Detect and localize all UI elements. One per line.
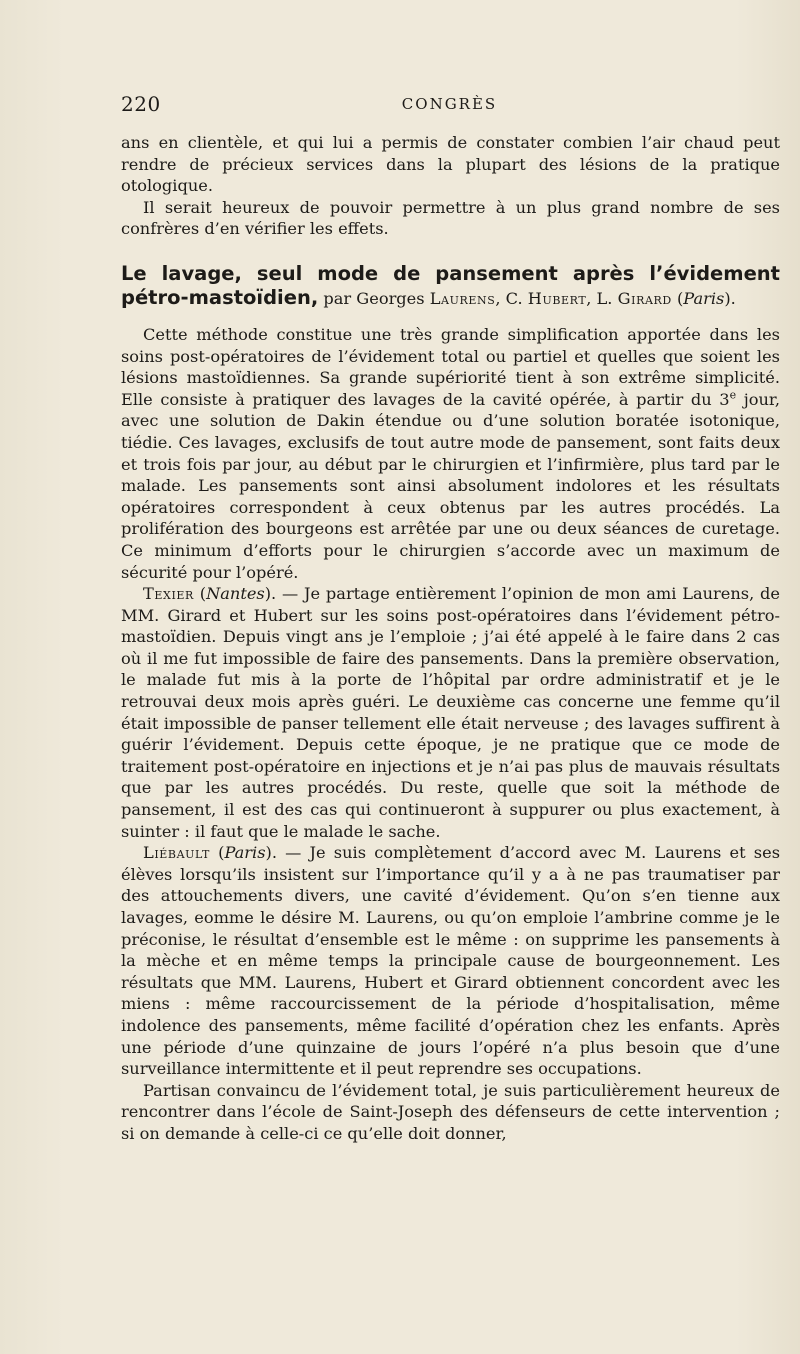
superscript-e: e: [729, 388, 737, 402]
section-authors: par Georges Laurens, C. Hubert, L. Girard (Paris).: [318, 288, 736, 308]
liebault-paragraph: Liébault (Paris). — Je suis complètement d’accord avec M. Laurens et ses élèves lorsqu’ils insistent sur l’importance qu’il y a à ne pas traumatiser par des attouchements divers, une cavité d’évidement. Qu’on s’en tienne aux lavages, eomme le désire M. Laurens, ou qu’on emploie l’ambrine comme je le préconise, le résultat d’ensemble est le même : on supprime les pansements à la mèche et en même temps la principale cause de bourgeonnement. Les résultats que MM. Laurens, Hubert et Girard obtiennent concordent avec les miens : même raccourcissement de la période d’hospitalisation, même indolence des pansements, même facilité d’opération chez les enfants. Après une période d’une quinzaine de jours l’opéré n’a plus besoin que d’une surveillance intermittente et il peut reprendre ses occupations.: [121, 843, 781, 1079]
speaker-city-paris: Paris: [224, 843, 266, 863]
texier-paragraph: Texier (Nantes). — Je partage entièrement l’opinion de mon ami Laurens, de MM. Girard et Hubert sur les soins post-opératoires dans l’évidement pétro-mastoïdien. Depuis vingt ans je l’emploie ; j’ai été appelé à le faire dans 2 cas où il me fut impossible de faire des pansements. Dans la première observation, le malade fut mis à la porte de l’hôpital par ordre administratif et je le retrouvai deux mois après guéri. Le deuxième cas concerne une femme qu’il était impossible de panser tellement elle était nerveuse ; des lavages suffirent à guérir l’évidement. Depuis cette époque, je ne pratique que ce mode de traitement post-opératoire en injections et je n’ai pas plus de mauvais résultats que par les autres procédés. Du reste, quelle que soit la méthode de pansement, il est des cas qui continueront à suppurer ou plus exactement, à suinter : il faut que le malade le sache.: [121, 584, 780, 841]
page-header: [121, 92, 778, 122]
page-number: 220: [121, 92, 161, 116]
speaker-texier: Texier: [143, 584, 194, 604]
closing-paragraph: Il serait heureux de pouvoir permettre à un plus grand nombre de ses confrères d’en vérifier les effets.: [121, 197, 780, 239]
final-paragraph: Partisan convaincu de l’évidement total, je suis particulièrement heureux de rencontrer dans l’école de Saint-Joseph des défenseurs de cette intervention ; si on demande à celle-ci ce qu’elle doit donner,: [121, 1080, 780, 1143]
abstract-paragraph: Cette méthode constitue une très grande simplification apportée dans les soins post-opératoires de l’évidement total ou partiel et quelles que soient les lésions mastoïdiennes. Sa grande supériorité tient à son extrême simplicité. Elle consiste à pratiquer des lavages de la cavité opérée, à partir du 3e jour, avec une solution de Dakin étendue ou d’une solution boratée isotonique, tiédie. Ces lavages, exclusifs de tout autre mode de pansement, sont faits deux et trois fois par jour, au début par le chirurgien et l’infirmière, plus tard par le malade. Les pansements sont ainsi absolument indolores et les résultats opératoires correspondent à ceux obtenus par les autres procédés. La prolifération des bourgeons est arrêtée par une ou deux séances de curetage. Ce minimum d’efforts pour le chirurgien s’accorde avec un maximum de sécurité pour l’opéré.: [121, 324, 780, 582]
section-title-text: Le lavage, seul mode de pansement après l’évidement pétro-mastoïdien,: [121, 261, 780, 309]
running-head: CONGRÈS: [401, 95, 498, 113]
author-hubert: Hubert: [527, 288, 587, 308]
opening-paragraph: ans en clientèle, et qui lui a permis de constater combien l’air chaud peut rendre de précieux services dans la plupart des lésions de la pratique otologique.: [121, 133, 780, 196]
speaker-city-nantes: Nantes: [206, 584, 265, 604]
body-text: [121, 132, 780, 1145]
author-laurens: Laurens: [429, 288, 496, 308]
author-city: Paris: [683, 288, 725, 308]
section-title: [121, 262, 780, 310]
speaker-liebault: Liébault: [143, 843, 210, 863]
author-girard: Girard: [617, 288, 672, 308]
